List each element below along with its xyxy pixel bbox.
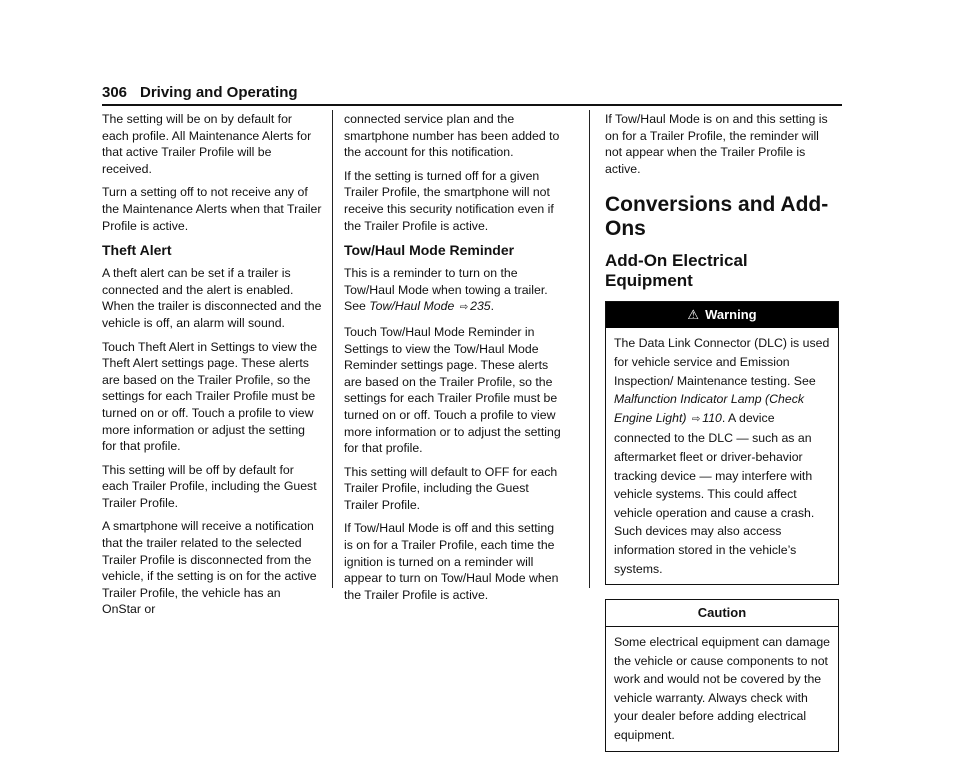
warning-body: [606, 328, 838, 584]
caution-body: Some electrical equipment can damage the vehicle or cause components to not work and would not be covered by the vehicle warranty. Always check with your dealer before adding electrical equipment.: [614, 635, 831, 743]
page-header: [102, 82, 842, 106]
heading-add-on-electrical: Add-On Electrical Equipment: [605, 251, 748, 291]
caution-header: [606, 600, 838, 627]
paragraph: Touch Tow/Haul Mode Reminder in Settings to view the Tow/Haul Mode Reminder settings page. These alerts are based on the Trailer Profile, so the settings for each Trailer Profile must be turned on or off. Touch a profile to view more information or to adjust the setting for that profile.: [344, 324, 561, 456]
column-divider: [589, 110, 590, 588]
warning-text: The Data Link Connector (DLC) is used for vehicle service and Emission Inspection/ Maintenance testing. See: [614, 336, 830, 388]
paragraph: The setting will be on by default for each profile. All Maintenance Alerts for that active Trailer Profile will be received.: [102, 112, 312, 176]
column-divider: [332, 110, 333, 588]
paragraph-text: This is a reminder to turn on the Tow/Haul Mode when towing a trailer. See: [344, 266, 548, 314]
paragraph: If the setting is turned off for a given Trailer Profile, the smartphone will not receive this security notification even if the Trailer Profile is active.: [344, 168, 554, 233]
page-reference[interactable]: 235: [470, 299, 491, 314]
page-ref-arrow-icon: ⇨: [691, 413, 701, 425]
paragraph: Touch Theft Alert in Settings to view the Theft Alert settings page. These alerts are based on the Trailer Profile, so the settings for each Trailer Profile must be turned on or off. Touch a profile to view more information or adjust the setting for that profile.: [102, 339, 318, 454]
paragraph: A smartphone will receive a notification that the trailer related to the selected Trailer Profile is disconnected from the vehicle, if the setting is on for the active Trailer Profile, the vehicle has an OnStar or: [102, 519, 317, 617]
column-right: [605, 111, 839, 766]
paragraph: This setting will default to OFF for each Trailer Profile, including the Guest Trailer Profile.: [344, 464, 558, 512]
heading-theft-alert: Theft Alert: [102, 242, 172, 259]
page-ref-arrow-icon: ⇨: [459, 302, 469, 314]
heading-conversions: Conversions and Add-Ons: [605, 193, 829, 241]
caution-title: Caution: [697, 604, 747, 620]
paragraph: connected service plan and the smartphone number has been added to the account for this notification.: [344, 112, 560, 160]
warning-title: Warning: [705, 307, 757, 323]
paragraph: Turn a setting off to not receive any of the Maintenance Alerts when that Trailer Profile is active.: [102, 185, 322, 233]
section-title: Driving and Operating: [140, 84, 298, 101]
paragraph: This is a reminder to turn on the Tow/Haul Mode when towing a trailer. See Tow/Haul Mode ⇨ 235.: [344, 266, 548, 314]
paragraph: This setting will be off by default for each Trailer Profile, including the Guest Trailer Profile.: [102, 462, 317, 510]
column-middle: [344, 111, 564, 610]
paragraph: If Tow/Haul Mode is on and this setting is on for a Trailer Profile, the reminder will not appear when the Trailer Profile is active.: [605, 112, 828, 176]
cross-reference-link[interactable]: Malfunction Indicator Lamp (Check Engine Light): [614, 392, 805, 425]
column-left: [102, 111, 322, 625]
warning-header: [606, 302, 838, 328]
warning-text: . A device connected to the DLC — such as an aftermarket fleet or driver-behavior tracking device — may interfere with vehicle systems. This could affect vehicle operation and cause a crash. Such devices may also access information stored in the vehicle’s systems.: [614, 410, 815, 576]
paragraph: If Tow/Haul Mode is off and this setting is on for a Trailer Profile, each time the ignition is turned on a reminder will appear to turn on Tow/Haul Mode when the Trailer Profile is active.: [344, 521, 559, 602]
cross-reference-link[interactable]: Tow/Haul Mode: [369, 299, 455, 314]
warning-box: [605, 301, 839, 585]
page-reference[interactable]: 110: [702, 410, 722, 425]
heading-tow-haul-reminder: Tow/Haul Mode Reminder: [344, 242, 515, 259]
page-number: 306: [102, 84, 128, 101]
warning-icon: ⚠: [687, 307, 700, 323]
paragraph: A theft alert can be set if a trailer is connected and the alert is enabled. When the trailer is disconnected and the vehicle is off, an alarm will sound.: [102, 266, 322, 330]
caution-box: [605, 599, 839, 752]
